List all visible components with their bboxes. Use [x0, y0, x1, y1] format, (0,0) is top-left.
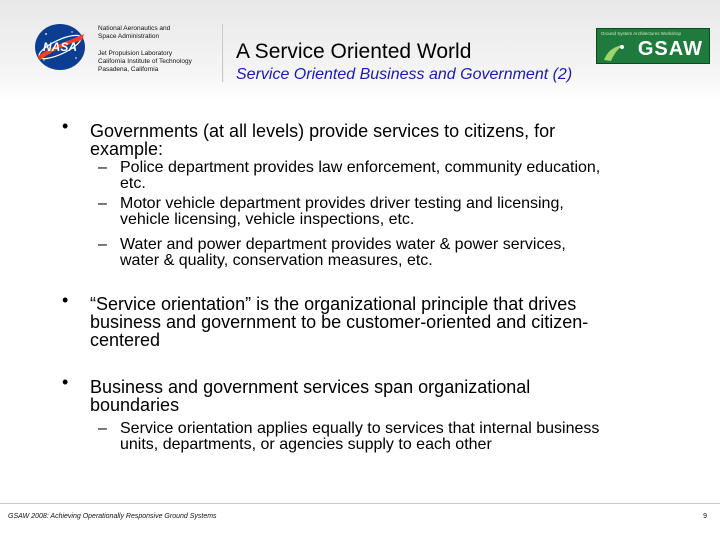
- bullet-marker: •: [62, 116, 69, 136]
- sub-bullet-1-3-line-1: Water and power department provides water & power services,: [120, 236, 566, 253]
- bullet-1-line-1: Governments (at all levels) provide services to citizens, for: [90, 121, 556, 141]
- lab-name: [98, 50, 192, 74]
- dash-marker: –: [98, 420, 107, 437]
- footer-divider: [0, 503, 720, 504]
- org-line-3: Jet Propulsion Laboratory: [98, 50, 173, 57]
- sub-bullet-1-1-line-2: etc.: [120, 175, 146, 192]
- org-name: [98, 25, 170, 41]
- footer-conference: GSAW 2008: Achieving Operationally Responsive Ground Systems: [8, 513, 217, 520]
- bullet-1-text: [90, 122, 650, 158]
- org-line-2: Space Administration: [98, 33, 160, 40]
- bullet-marker: •: [62, 372, 69, 392]
- page-number: 9: [703, 513, 707, 520]
- bullet-2-line-1: “Service orientation” is the organizational principle that drives: [90, 294, 577, 314]
- bullet-3-line-1: Business and government services span organizational: [90, 377, 531, 397]
- slide-title: A Service Oriented World: [236, 40, 472, 63]
- bullet-3-line-2: boundaries: [90, 395, 180, 415]
- sub-bullet-1-3: [120, 237, 670, 269]
- dash-marker: –: [98, 159, 107, 176]
- bullet-2-line-3: centered: [90, 330, 161, 350]
- sub-bullet-1-2: [120, 196, 670, 228]
- bullet-2-line-2: business and government to be customer-oriented and citizen-: [90, 312, 589, 332]
- dash-marker: –: [98, 236, 107, 253]
- sub-bullet-1-1-line-1: Police department provides law enforcement, community education,: [120, 159, 601, 176]
- org-line-5: Pasadena, California: [98, 66, 159, 73]
- sub-bullet-1-2-line-2: vehicle licensing, vehicle inspections, etc.: [120, 211, 415, 228]
- sub-bullet-3-1-line-1: Service orientation applies equally to services that internal business: [120, 420, 600, 437]
- bullet-3-text: [90, 378, 650, 414]
- gsaw-logo-text: GSAW: [637, 38, 703, 60]
- gsaw-logo: [596, 28, 710, 64]
- bullet-2-text: [90, 295, 650, 349]
- sub-bullet-3-1-line-2: units, departments, or agencies supply to each other: [120, 436, 492, 453]
- sub-bullet-1-3-line-2: water & quality, conservation measures, etc.: [120, 252, 433, 269]
- header-divider: [222, 24, 224, 82]
- sub-bullet-3-1: [120, 421, 670, 453]
- slide-subtitle: Service Oriented Business and Government (2): [236, 66, 573, 83]
- dash-marker: –: [98, 195, 107, 212]
- bullet-marker: •: [62, 290, 69, 310]
- bullet-1-line-2: example:: [90, 139, 164, 159]
- sub-bullet-1-2-line-1: Motor vehicle department provides driver testing and licensing,: [120, 195, 564, 212]
- gsaw-logo-tagline: Ground System Architectures Workshop: [601, 31, 681, 36]
- satellite-dish-icon: [601, 41, 629, 63]
- sub-bullet-1-1: [120, 160, 670, 192]
- nasa-logo-icon: [32, 22, 88, 72]
- org-line-1: National Aeronautics and: [98, 25, 171, 32]
- org-line-4: California Institute of Technology: [98, 58, 192, 65]
- slide-header: [0, 0, 720, 100]
- nasa-logo-text: NASA: [42, 40, 78, 54]
